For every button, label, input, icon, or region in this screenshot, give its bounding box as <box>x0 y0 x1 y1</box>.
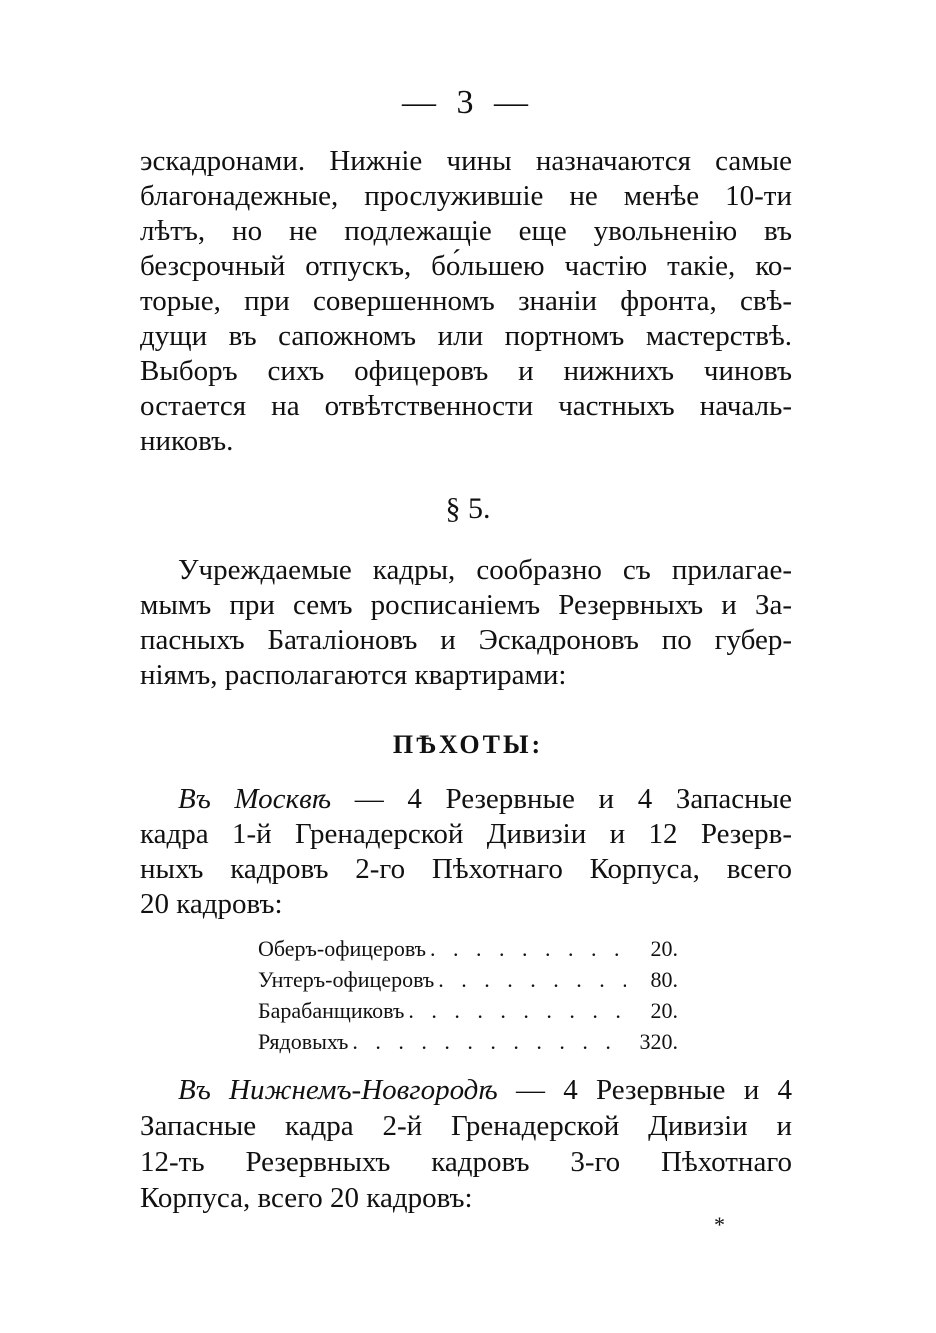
table-row <box>258 1029 678 1059</box>
row-value: 20. <box>650 936 678 961</box>
row-label: Рядовыхъ <box>258 1029 349 1054</box>
nizhny-place: Въ Нижнемъ-Новгородѣ <box>178 1074 498 1106</box>
paragraph-line: 20 кадровъ: <box>140 888 283 920</box>
nizhny-line-rest: — 4 Резервные и 4 <box>497 1074 792 1106</box>
row-label: Унтеръ-офицеровъ <box>258 967 435 992</box>
leader-dots <box>352 1029 626 1055</box>
section-mark: § 5. <box>445 492 491 525</box>
leader-dots <box>430 936 626 962</box>
row-value: 320. <box>639 1029 678 1054</box>
paragraph-line: Запасные кадра 2-й Гренадерской Дивизіи и <box>140 1110 792 1142</box>
table-row <box>258 998 678 1028</box>
paragraph-line: безсрочный отпускъ, бо́льшею частію такіе, ко- <box>140 250 792 282</box>
paragraph-line: 12-ть Резервныхъ кадровъ 3-го Пѣхотнаго <box>140 1146 792 1178</box>
leader-dots <box>408 998 626 1024</box>
paragraph-line: благонадежные, прослужившіе не менѣе 10-ти <box>140 180 792 212</box>
paragraph-line: Корпуса, всего 20 кадровъ: <box>140 1182 473 1214</box>
paragraph-line: Выборъ сихъ офицеровъ и нижнихъ чиновъ <box>140 355 792 387</box>
paragraph-line: кадра 1-й Гренадерской Дивизіи и 12 Резерв- <box>140 818 792 850</box>
nizhny-first-line <box>178 1071 792 1109</box>
leader-dots <box>438 967 626 993</box>
paragraph-line: лѣтъ, но не подлежащіе еще увольненію въ <box>140 215 792 247</box>
footer-asterisk: * <box>714 1212 725 1237</box>
row-label: Оберъ-офицеровъ <box>258 936 427 961</box>
table-row <box>258 967 678 997</box>
moscow-first-line <box>178 780 792 818</box>
paragraph-line: никовъ. <box>140 425 234 457</box>
paragraph-line: ныхъ кадровъ 2-го Пѣхотнаго Корпуса, всего <box>140 853 792 885</box>
paragraph-line: Учреждаемые кадры, сообразно съ прилагае- <box>178 554 792 586</box>
row-value: 80. <box>650 967 678 992</box>
paragraph-line: остается на отвѣтственности частныхъ началь- <box>140 390 792 422</box>
paragraph-line: ніямъ, располагаются квартирами: <box>140 659 567 691</box>
moscow-line-rest: — 4 Резервные и 4 Запасные <box>331 783 793 815</box>
row-label: Барабанщиковъ <box>258 998 405 1023</box>
row-value: 20. <box>650 998 678 1023</box>
page-number: — 3 — <box>402 84 534 121</box>
infantry-heading: ПѢХОТЫ: <box>392 730 544 759</box>
table-row <box>258 936 678 966</box>
paragraph-line: торые, при совершенномъ знаніи фронта, свѣ- <box>140 285 792 317</box>
paragraph-line: дущи въ сапожномъ или портномъ мастерствѣ. <box>140 320 792 352</box>
paragraph-line: пасныхъ Баталіоновъ и Эскадроновъ по губер- <box>140 624 792 656</box>
moscow-place: Въ Москвѣ <box>178 783 332 815</box>
paragraph-line: эскадронами. Нижніе чины назначаются самые <box>140 145 792 177</box>
paragraph-line: мымъ при семъ росписаніемъ Резервныхъ и За- <box>140 589 792 621</box>
